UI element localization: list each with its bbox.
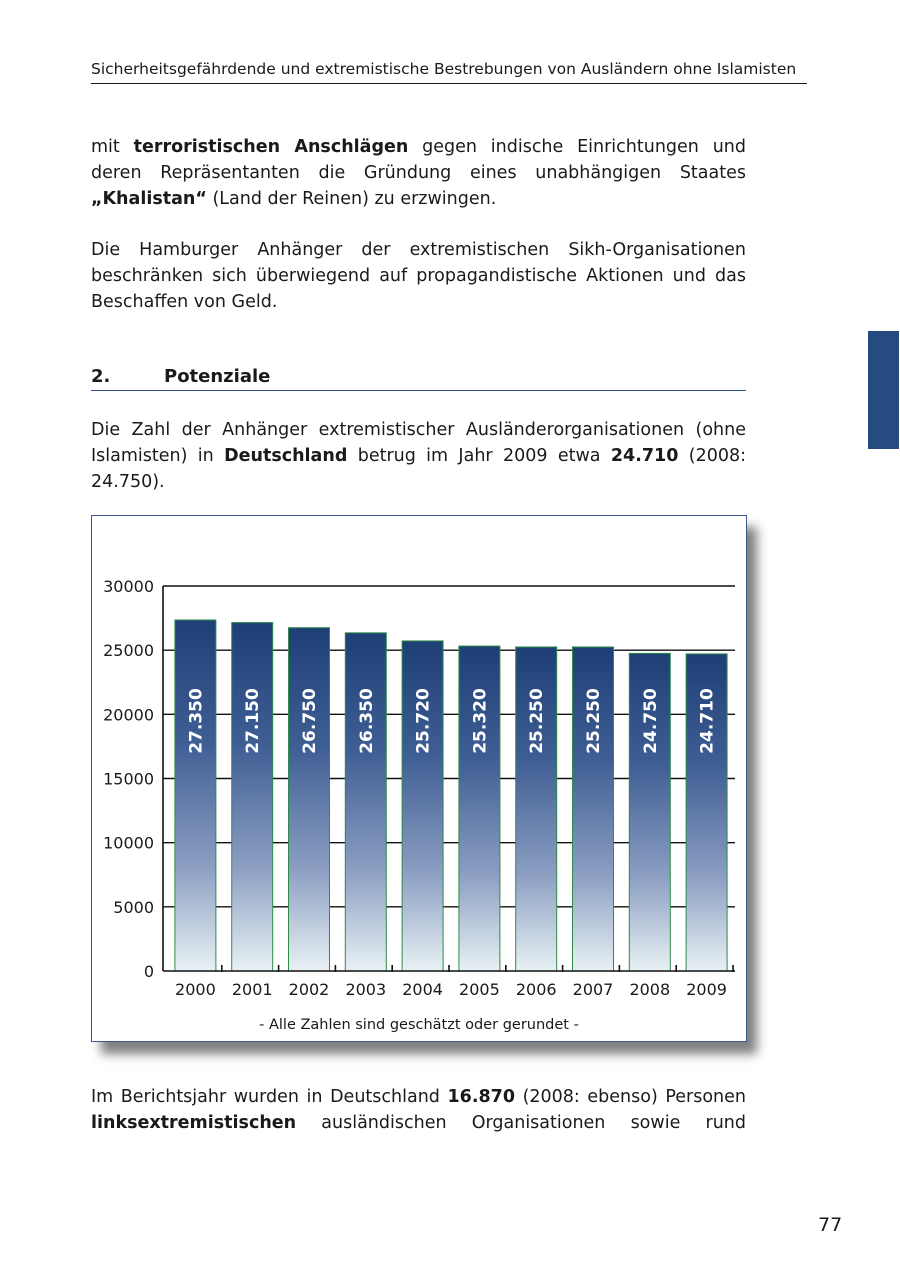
section-title: Potenziale [164, 366, 271, 387]
section-heading [91, 366, 746, 391]
x-tick-label: 2002 [288, 980, 330, 999]
x-tick-label: 2008 [629, 980, 671, 999]
page-number: 77 [818, 1214, 843, 1236]
paragraph-khalistan: mit terroristischen Anschlägen gegen indische Einrichtungen und deren Repräsentanten die Gründung eines unabhängigen Staates „Khalistan“ (Land der Reinen) zu erzwingen. [91, 137, 746, 209]
data-label: 27.150 [243, 688, 264, 754]
x-tick-label: 2007 [572, 980, 614, 999]
data-label: 25.250 [527, 688, 548, 754]
x-tick-label: 2006 [515, 980, 557, 999]
x-tick-label: 2001 [231, 980, 273, 999]
paragraph-potenziale: Die Zahl der Anhänger extremistischer Ausländerorganisationen (ohne Islamisten) in Deutschland betrug im Jahr 2009 etwa 24.710 (2008: 24.750). [91, 420, 746, 492]
bar-2002 [289, 628, 330, 971]
chapter-marker-tab [868, 331, 899, 449]
x-tick-label: 2003 [345, 980, 387, 999]
y-tick-label: 15000 [103, 769, 154, 789]
data-label: 26.350 [356, 688, 377, 754]
paragraph-linksextremisten: Im Berichtsjahr wurden in Deutschland 16.870 (2008: ebenso) Personen linksextremistischen ausländischen Organisationen sowie rund [91, 1087, 747, 1133]
y-tick-label: 10000 [103, 833, 154, 853]
x-tick-label: 2000 [175, 980, 216, 999]
y-tick-label: 5000 [113, 897, 154, 917]
paragraph-hamburg: Die Hamburger Anhänger der extremistischen Sikh-Organisationen beschränken sich überwiegend auf propagandistische Aktionen und das Beschaffen von Geld. [91, 240, 746, 312]
running-header: Sicherheitsgefährdende und extremistische Bestrebungen von Ausländern ohne Islamisten [91, 60, 807, 84]
bar-chart [91, 515, 747, 1042]
data-label: 24.710 [697, 688, 718, 754]
data-label: 26.750 [300, 688, 320, 754]
y-tick-label: 25000 [103, 641, 154, 661]
y-tick-label: 30000 [103, 577, 154, 596]
x-tick-label: 2004 [402, 980, 443, 999]
chart-note: - Alle Zahlen sind geschätzt oder gerundet - [259, 1017, 579, 1033]
bar-2003 [345, 633, 386, 971]
x-tick-label: 2005 [459, 980, 500, 999]
data-label: 24.750 [640, 688, 661, 754]
section-number: 2. [91, 366, 111, 387]
y-tick-label: 0 [143, 962, 154, 981]
chart-canvas [92, 516, 746, 1041]
data-label: 25.320 [470, 688, 491, 754]
data-label: 27.350 [186, 688, 207, 754]
data-label: 25.720 [413, 688, 434, 754]
bar-2001 [232, 623, 273, 971]
data-label: 25.250 [584, 688, 604, 754]
y-tick-label: 20000 [103, 705, 154, 725]
x-tick-label: 2009 [686, 980, 727, 999]
bar-2000 [175, 620, 216, 971]
